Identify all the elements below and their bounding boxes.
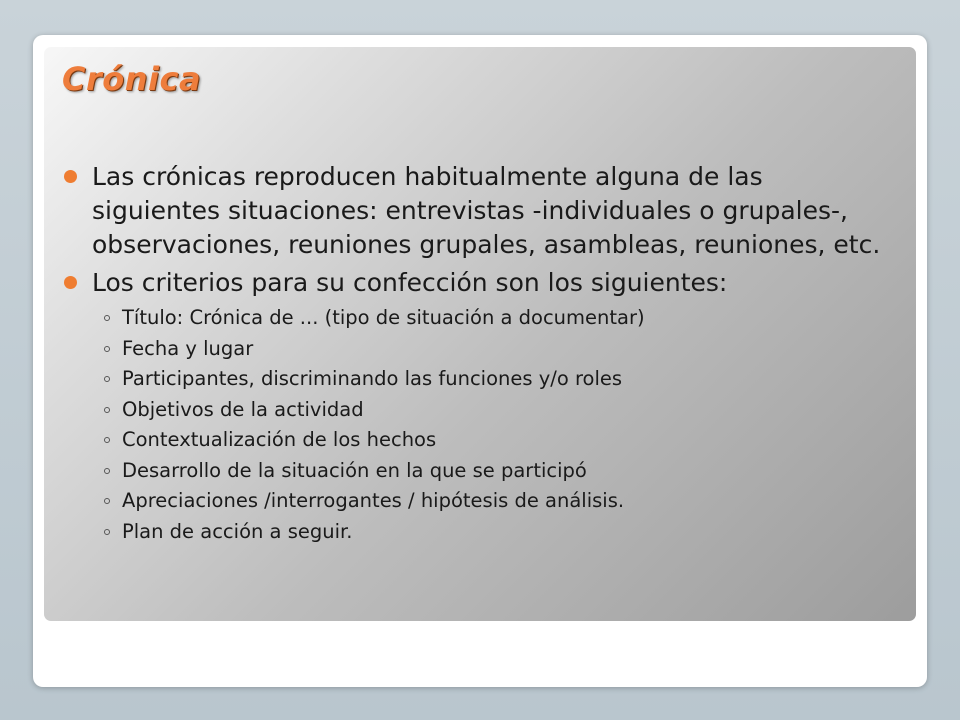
filled-circle-icon [64, 170, 77, 183]
slide-title: Crónica [62, 60, 202, 98]
sub-bullet-text: Objetivos de la actividad [122, 397, 364, 421]
sub-bullet-list [92, 303, 882, 547]
hollow-circle-icon [104, 498, 110, 504]
sub-bullet-item [92, 364, 882, 395]
bullet-item [62, 266, 882, 547]
hollow-circle-icon [104, 437, 110, 443]
bullet-item [62, 160, 882, 262]
sub-bullet-text: Desarrollo de la situación en la que se participó [122, 458, 587, 482]
sub-bullet-item [92, 517, 882, 548]
slide-content [62, 160, 882, 551]
sub-bullet-item [92, 334, 882, 365]
sub-bullet-text: Participantes, discriminando las funciones y/o roles [122, 367, 623, 390]
sub-bullet-text: Título: Crónica de ... (tipo de situación a documentar) [122, 306, 645, 329]
sub-bullet-text: Plan de acción a seguir. [122, 519, 353, 543]
hollow-circle-icon [104, 529, 110, 535]
sub-bullet-item [92, 395, 882, 426]
sub-bullet-text: Fecha y lugar [122, 336, 254, 360]
bullet-text: Las crónicas reproducen habitualmente alguna de las siguientes situaciones: entrevistas -individuales o grupales-, observaciones, reuniones grupales, asambleas, reuniones, etc. [92, 162, 881, 259]
hollow-circle-icon [104, 315, 110, 321]
sub-bullet-item [92, 486, 882, 517]
sub-bullet-item [92, 456, 882, 487]
sub-bullet-text: Contextualización de los hechos [122, 428, 437, 451]
hollow-circle-icon [104, 346, 110, 352]
bullet-text: Los criterios para su confección son los siguientes: [92, 268, 728, 297]
sub-bullet-text: Apreciaciones /interrogantes / hipótesis de análisis. [122, 489, 625, 512]
sub-bullet-item [92, 303, 882, 334]
bullet-list [62, 160, 882, 547]
filled-circle-icon [64, 276, 77, 289]
sub-bullet-item [92, 425, 882, 456]
hollow-circle-icon [104, 407, 110, 413]
hollow-circle-icon [104, 468, 110, 474]
hollow-circle-icon [104, 376, 110, 382]
